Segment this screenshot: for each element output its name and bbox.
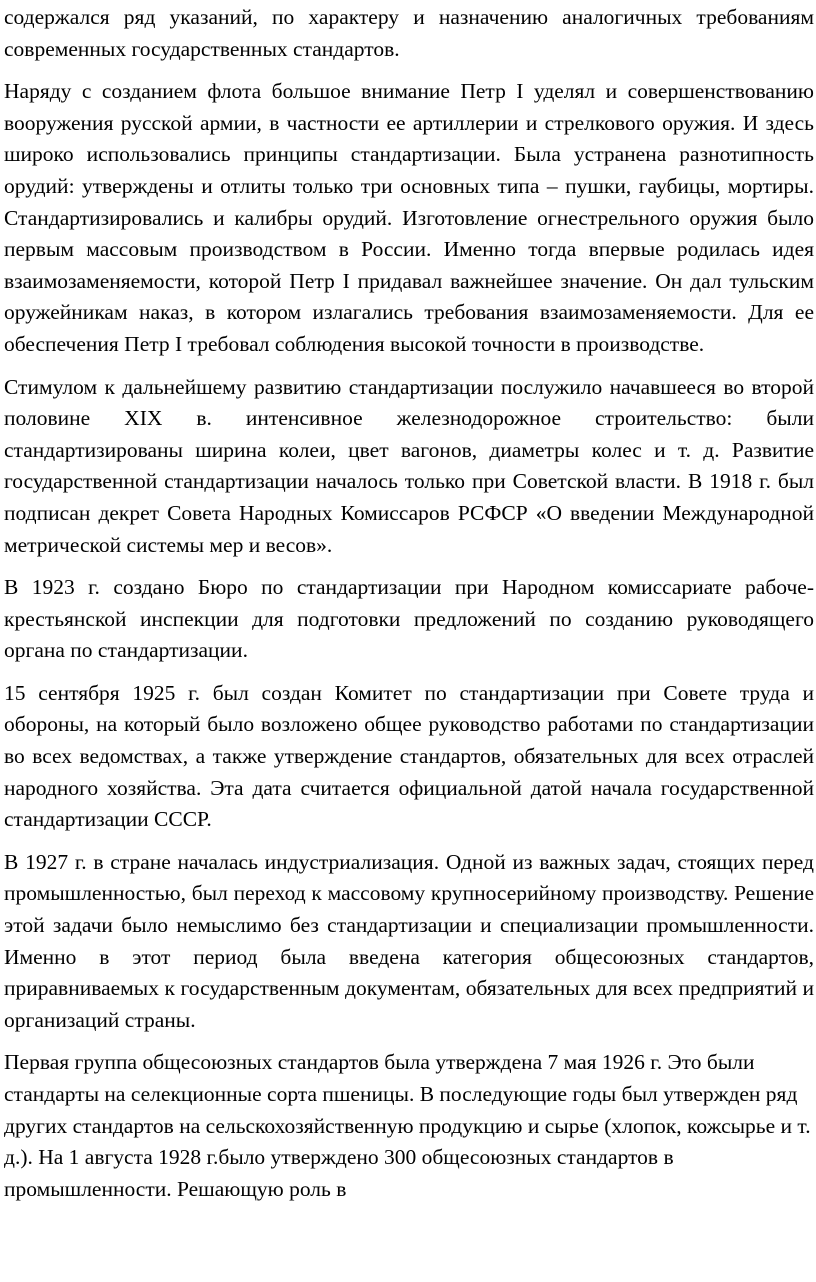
paragraph-committee-1925: 15 сентября 1925 г. был создан Комитет по стандартизации при Совете труда и обороны, на который было возложено общее руководство работами по стандартизации во всех ведомствах, а также утверждение стандартов, обязательных для всех отраслей народного хозяйства. Эта дата считается официальной датой начала государственной стандартизации СССР. (4, 680, 814, 832)
paragraph-peter-armament: Наряду с созданием флота большое внимание Петр I уделял и совершенствованию вооружения русской армии, в частности ее артиллерии и стрелкового оружия. И здесь широко использовались принципы стандартизации. Была устранена разнотипность орудий: утверждены и отлиты только три основных типа – пушки, гаубицы, мортиры. Стандартизировались и калибры орудий. Изготовление огнестрельного оружия было первым массовым производством в России. Именно тогда впервые родилась идея взаимозаменяемости, которой Петр I придавал важнейшее значение. Он дал тульским оружейникам наказ, в котором излагались требования взаимозаменяемости. Для ее обеспечения Петр I требовал соблюдения высокой точности в производстве. (4, 79, 814, 356)
paragraph-industrialization-1927: В 1927 г. в стране началась индустриализация. Одной из важных задач, стоящих перед промышленностью, был переход к массовому крупносерийному производству. Решение этой задачи было немыслимо без стандартизации и специализации промышленности. Именно в этот период была введена категория общесоюзных стандартов, приравниваемых к государственным документам, обязательных для всех предприятий и организаций страны. (4, 849, 814, 1032)
paragraph-bureau-1923: В 1923 г. создано Бюро по стандартизации при Народном комиссариате рабоче-крестьянской инспекции для подготовки предложений по созданию руководящего органа по стандартизации. (4, 575, 814, 663)
paragraph-first-standards-1926: Первая группа общесоюзных стандартов была утверждена 7 мая 1926 г. Это были стандарты на селекционные сорта пшеницы. В последующие годы был утвержден ряд других стандартов на сельскохозяйственную продукцию и сырье (хлопок, кожсырье и т. д.). На 1 августа 1928 г.было утверждено 300 общесоюзных стандартов в промышленности. Решающую роль в (4, 1050, 811, 1201)
paragraph-railway-standardization: Стимулом к дальнейшему развитию стандартизации послужило начавшееся во второй половине XIX в. интенсивное железнодорожное строительство: были стандартизированы ширина колеи, цвет вагонов, диаметры колес и т. д. Развитие государственной стандартизации началось только при Советской власти. В 1918 г. был подписан декрет Совета Народных Комиссаров РСФСР «О введении Международной метрической системы мер и весов». (4, 374, 814, 557)
paragraph-intro-continuation: содержался ряд указаний, по характеру и назначению аналогичных требованиям современных государственных стандартов. (4, 5, 814, 61)
